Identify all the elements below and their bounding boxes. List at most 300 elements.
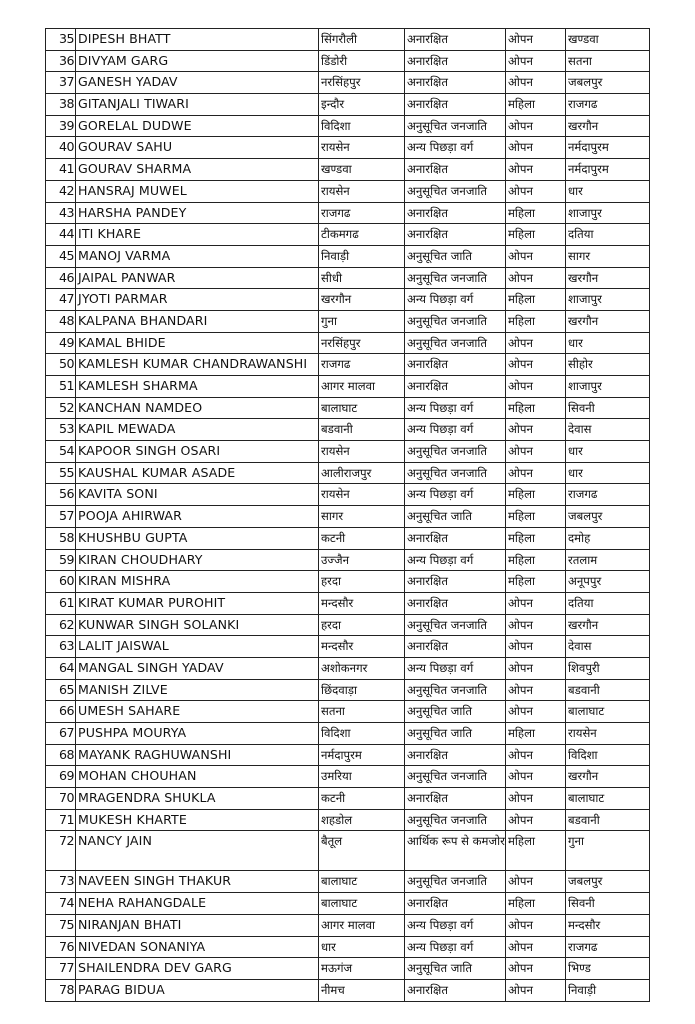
seat-type-cell: महिला (506, 397, 566, 419)
category-cell: अनारक्षित (405, 979, 506, 1001)
home-district-cell: उज्जैन (319, 549, 405, 571)
table-row (46, 50, 650, 72)
home-district-cell: टीकमगढ (319, 224, 405, 246)
allotted-district-cell: सीहोर (566, 354, 650, 376)
candidate-name-cell: KIRAN CHOUDHARY (76, 549, 319, 571)
seat-type-cell: ओपन (506, 979, 566, 1001)
table-row (46, 289, 650, 311)
seat-type-cell: ओपन (506, 419, 566, 441)
table-row (46, 29, 650, 51)
serial-number-cell: 42 (46, 180, 76, 202)
serial-number-cell: 59 (46, 549, 76, 571)
category-cell: अन्य पिछड़ा वर्ग (405, 419, 506, 441)
serial-number-cell: 69 (46, 766, 76, 788)
serial-number-cell: 41 (46, 159, 76, 181)
category-cell: अनुसूचित जनजाति (405, 441, 506, 463)
home-district-cell: डिंडोरी (319, 50, 405, 72)
home-district-cell: सागर (319, 506, 405, 528)
allotted-district-cell: खण्डवा (566, 29, 650, 51)
candidate-name-cell: KALPANA BHANDARI (76, 310, 319, 332)
candidate-name-cell: KAPOOR SINGH OSARI (76, 441, 319, 463)
allotted-district-cell: खरगौन (566, 115, 650, 137)
table-row (46, 914, 650, 936)
table-row (46, 979, 650, 1001)
table-row (46, 441, 650, 463)
category-cell: अनारक्षित (405, 94, 506, 116)
candidate-table (45, 28, 650, 1002)
serial-number-cell: 61 (46, 592, 76, 614)
table-row (46, 202, 650, 224)
category-cell: अनारक्षित (405, 224, 506, 246)
table-row (46, 701, 650, 723)
seat-type-cell: ओपन (506, 809, 566, 831)
serial-number-cell: 47 (46, 289, 76, 311)
candidate-name-cell: MANGAL SINGH YADAV (76, 657, 319, 679)
allotted-district-cell: शाजापुर (566, 289, 650, 311)
table-row (46, 936, 650, 958)
candidate-name-cell: KAMLESH KUMAR CHANDRAWANSHI (76, 354, 319, 376)
serial-number-cell: 65 (46, 679, 76, 701)
candidate-name-cell: GORELAL DUDWE (76, 115, 319, 137)
home-district-cell: मन्दसौर (319, 636, 405, 658)
category-cell: अनुसूचित जाति (405, 245, 506, 267)
candidate-name-cell: KUNWAR SINGH SOLANKI (76, 614, 319, 636)
seat-type-cell: महिला (506, 527, 566, 549)
home-district-cell: रायसेन (319, 137, 405, 159)
seat-type-cell: ओपन (506, 159, 566, 181)
candidate-name-cell: ITI KHARE (76, 224, 319, 246)
home-district-cell: अशोकनगर (319, 657, 405, 679)
category-cell: अनुसूचित जनजाति (405, 267, 506, 289)
candidate-name-cell: KAVITA SONI (76, 484, 319, 506)
home-district-cell: सतना (319, 701, 405, 723)
home-district-cell: बालाघाट (319, 871, 405, 893)
serial-number-cell: 51 (46, 376, 76, 398)
seat-type-cell: ओपन (506, 788, 566, 810)
candidate-name-cell: JYOTI PARMAR (76, 289, 319, 311)
candidate-name-cell: POOJA AHIRWAR (76, 506, 319, 528)
allotted-district-cell: धार (566, 462, 650, 484)
serial-number-cell: 70 (46, 788, 76, 810)
seat-type-cell: ओपन (506, 766, 566, 788)
seat-type-cell: ओपन (506, 462, 566, 484)
seat-type-cell: ओपन (506, 72, 566, 94)
table-row (46, 744, 650, 766)
table-row (46, 310, 650, 332)
table-row (46, 397, 650, 419)
serial-number-cell: 49 (46, 332, 76, 354)
category-cell: अनुसूचित जनजाति (405, 462, 506, 484)
home-district-cell: सीधी (319, 267, 405, 289)
category-cell: अन्य पिछड़ा वर्ग (405, 484, 506, 506)
category-cell: अनारक्षित (405, 744, 506, 766)
candidate-name-cell: LALIT JAISWAL (76, 636, 319, 658)
category-cell: अनारक्षित (405, 571, 506, 593)
home-district-cell: हरदा (319, 571, 405, 593)
seat-type-cell: ओपन (506, 592, 566, 614)
home-district-cell: छिंदवाड़ा (319, 679, 405, 701)
table-row (46, 180, 650, 202)
category-cell: अनुसूचित जाति (405, 958, 506, 980)
category-cell: अनुसूचित जनजाति (405, 679, 506, 701)
table-row (46, 809, 650, 831)
table-row (46, 657, 650, 679)
seat-type-cell: ओपन (506, 914, 566, 936)
allotted-district-cell: खरगौन (566, 766, 650, 788)
allotted-district-cell: देवास (566, 419, 650, 441)
allotted-district-cell: धार (566, 441, 650, 463)
home-district-cell: उमरिया (319, 766, 405, 788)
seat-type-cell: ओपन (506, 29, 566, 51)
home-district-cell: विदिशा (319, 115, 405, 137)
seat-type-cell: ओपन (506, 636, 566, 658)
category-cell: अन्य पिछड़ा वर्ग (405, 397, 506, 419)
category-cell: अन्य पिछड़ा वर्ग (405, 289, 506, 311)
allotted-district-cell: बालाघाट (566, 788, 650, 810)
category-cell: अन्य पिछड़ा वर्ग (405, 137, 506, 159)
home-district-cell: शहडोल (319, 809, 405, 831)
category-cell: अनारक्षित (405, 202, 506, 224)
home-district-cell: बालाघाट (319, 397, 405, 419)
serial-number-cell: 48 (46, 310, 76, 332)
category-cell: अन्य पिछड़ा वर्ग (405, 914, 506, 936)
table-row (46, 788, 650, 810)
home-district-cell: धार (319, 936, 405, 958)
allotted-district-cell: शाजापुर (566, 202, 650, 224)
serial-number-cell: 66 (46, 701, 76, 723)
serial-number-cell: 44 (46, 224, 76, 246)
table-row (46, 462, 650, 484)
serial-number-cell: 46 (46, 267, 76, 289)
allotted-district-cell: अनूपपुर (566, 571, 650, 593)
serial-number-cell: 36 (46, 50, 76, 72)
seat-type-cell: ओपन (506, 376, 566, 398)
seat-type-cell: ओपन (506, 441, 566, 463)
candidate-name-cell: HARSHA PANDEY (76, 202, 319, 224)
home-district-cell: आगर मालवा (319, 914, 405, 936)
serial-number-cell: 73 (46, 871, 76, 893)
serial-number-cell: 72 (46, 831, 76, 871)
seat-type-cell: ओपन (506, 137, 566, 159)
allotted-district-cell: सतना (566, 50, 650, 72)
serial-number-cell: 39 (46, 115, 76, 137)
category-cell: अनारक्षित (405, 893, 506, 915)
home-district-cell: रायसेन (319, 484, 405, 506)
category-cell: अनारक्षित (405, 592, 506, 614)
allotted-district-cell: धार (566, 332, 650, 354)
allotted-district-cell: मन्दसौर (566, 914, 650, 936)
category-cell: अनुसूचित जनजाति (405, 871, 506, 893)
seat-type-cell: ओपन (506, 354, 566, 376)
seat-type-cell: महिला (506, 723, 566, 745)
serial-number-cell: 64 (46, 657, 76, 679)
candidate-name-cell: GOURAV SAHU (76, 137, 319, 159)
home-district-cell: गुना (319, 310, 405, 332)
serial-number-cell: 45 (46, 245, 76, 267)
table-row (46, 115, 650, 137)
seat-type-cell: महिला (506, 289, 566, 311)
category-cell: अनारक्षित (405, 354, 506, 376)
candidate-name-cell: KAMAL BHIDE (76, 332, 319, 354)
category-cell: अन्य पिछड़ा वर्ग (405, 549, 506, 571)
allotted-district-cell: देवास (566, 636, 650, 658)
table-row (46, 94, 650, 116)
category-cell: अनारक्षित (405, 636, 506, 658)
category-cell: अन्य पिछड़ा वर्ग (405, 657, 506, 679)
candidate-name-cell: MRAGENDRA SHUKLA (76, 788, 319, 810)
table-row (46, 332, 650, 354)
table-row (46, 831, 650, 871)
home-district-cell: बालाघाट (319, 893, 405, 915)
table-row (46, 571, 650, 593)
candidate-name-cell: MAYANK RAGHUWANSHI (76, 744, 319, 766)
candidate-name-cell: PUSHPA MOURYA (76, 723, 319, 745)
serial-number-cell: 57 (46, 506, 76, 528)
allotted-district-cell: शिवपुरी (566, 657, 650, 679)
category-cell: अनुसूचित जनजाति (405, 332, 506, 354)
allotted-district-cell: दतिया (566, 592, 650, 614)
allotted-district-cell: नर्मदापुरम (566, 137, 650, 159)
table-row (46, 527, 650, 549)
candidate-name-cell: UMESH SAHARE (76, 701, 319, 723)
seat-type-cell: ओपन (506, 744, 566, 766)
home-district-cell: बैतूल (319, 831, 405, 871)
candidate-name-cell: KAMLESH SHARMA (76, 376, 319, 398)
category-cell: अनारक्षित (405, 376, 506, 398)
serial-number-cell: 68 (46, 744, 76, 766)
seat-type-cell: महिला (506, 506, 566, 528)
table-body (46, 29, 650, 1002)
category-cell: अनारक्षित (405, 788, 506, 810)
allotted-district-cell: राजगढ (566, 94, 650, 116)
allotted-district-cell: खरगौन (566, 614, 650, 636)
allotted-district-cell: राजगढ (566, 936, 650, 958)
table-row (46, 159, 650, 181)
allotted-district-cell: रतलाम (566, 549, 650, 571)
home-district-cell: मऊगंज (319, 958, 405, 980)
candidate-name-cell: MUKESH KHARTE (76, 809, 319, 831)
allotted-district-cell: सिवनी (566, 397, 650, 419)
serial-number-cell: 63 (46, 636, 76, 658)
home-district-cell: राजगढ (319, 202, 405, 224)
table-row (46, 419, 650, 441)
candidate-name-cell: GOURAV SHARMA (76, 159, 319, 181)
allotted-district-cell: जबलपुर (566, 72, 650, 94)
home-district-cell: आगर मालवा (319, 376, 405, 398)
table-row (46, 354, 650, 376)
home-district-cell: खरगौन (319, 289, 405, 311)
seat-type-cell: महिला (506, 831, 566, 871)
candidate-name-cell: PARAG BIDUA (76, 979, 319, 1001)
home-district-cell: नर्मदापुरम (319, 744, 405, 766)
table-row (46, 224, 650, 246)
seat-type-cell: ओपन (506, 332, 566, 354)
category-cell: अनुसूचित जनजाति (405, 766, 506, 788)
seat-type-cell: ओपन (506, 115, 566, 137)
candidate-name-cell: DIPESH BHATT (76, 29, 319, 51)
serial-number-cell: 74 (46, 893, 76, 915)
category-cell: अन्य पिछड़ा वर्ग (405, 936, 506, 958)
candidate-name-cell: KAPIL MEWADA (76, 419, 319, 441)
table-row (46, 636, 650, 658)
category-cell: अनारक्षित (405, 29, 506, 51)
seat-type-cell: ओपन (506, 936, 566, 958)
table-row (46, 376, 650, 398)
allotted-district-cell: जबलपुर (566, 871, 650, 893)
seat-type-cell: ओपन (506, 871, 566, 893)
candidate-name-cell: KHUSHBU GUPTA (76, 527, 319, 549)
allotted-district-cell: बडवानी (566, 679, 650, 701)
serial-number-cell: 76 (46, 936, 76, 958)
seat-type-cell: ओपन (506, 701, 566, 723)
allotted-district-cell: राजगढ (566, 484, 650, 506)
table-row (46, 549, 650, 571)
allotted-district-cell: नर्मदापुरम (566, 159, 650, 181)
serial-number-cell: 71 (46, 809, 76, 831)
table-row (46, 137, 650, 159)
allotted-district-cell: शाजापुर (566, 376, 650, 398)
serial-number-cell: 78 (46, 979, 76, 1001)
candidate-name-cell: KANCHAN NAMDEO (76, 397, 319, 419)
home-district-cell: राजगढ (319, 354, 405, 376)
seat-type-cell: महिला (506, 310, 566, 332)
serial-number-cell: 37 (46, 72, 76, 94)
category-cell: अनुसूचित जाति (405, 723, 506, 745)
table-row (46, 723, 650, 745)
candidate-name-cell: KIRAN MISHRA (76, 571, 319, 593)
category-cell: अनुसूचित जाति (405, 506, 506, 528)
home-district-cell: रायसेन (319, 180, 405, 202)
allotted-district-cell: खरगौन (566, 310, 650, 332)
serial-number-cell: 40 (46, 137, 76, 159)
allotted-district-cell: दमोह (566, 527, 650, 549)
seat-type-cell: ओपन (506, 614, 566, 636)
category-cell: अनुसूचित जनजाति (405, 180, 506, 202)
table-row (46, 614, 650, 636)
allotted-district-cell: गुना (566, 831, 650, 871)
table-row (46, 72, 650, 94)
table-row (46, 267, 650, 289)
home-district-cell: हरदा (319, 614, 405, 636)
category-cell: अनुसूचित जनजाति (405, 614, 506, 636)
candidate-name-cell: NEHA RAHANGDALE (76, 893, 319, 915)
seat-type-cell: महिला (506, 571, 566, 593)
category-cell: अनारक्षित (405, 50, 506, 72)
home-district-cell: इन्दौर (319, 94, 405, 116)
serial-number-cell: 54 (46, 441, 76, 463)
seat-type-cell: ओपन (506, 245, 566, 267)
table-row (46, 506, 650, 528)
serial-number-cell: 35 (46, 29, 76, 51)
category-cell: अनुसूचित जनजाति (405, 115, 506, 137)
category-cell: अनारक्षित (405, 159, 506, 181)
serial-number-cell: 38 (46, 94, 76, 116)
serial-number-cell: 50 (46, 354, 76, 376)
home-district-cell: कटनी (319, 788, 405, 810)
candidate-name-cell: GITANJALI TIWARI (76, 94, 319, 116)
home-district-cell: विदिशा (319, 723, 405, 745)
candidate-name-cell: NAVEEN SINGH THAKUR (76, 871, 319, 893)
home-district-cell: रायसेन (319, 441, 405, 463)
candidate-name-cell: MANISH ZILVE (76, 679, 319, 701)
seat-type-cell: ओपन (506, 958, 566, 980)
candidate-name-cell: NIVEDAN SONANIYA (76, 936, 319, 958)
table-row (46, 871, 650, 893)
allotted-district-cell: निवाड़ी (566, 979, 650, 1001)
allotted-district-cell: दतिया (566, 224, 650, 246)
seat-type-cell: महिला (506, 224, 566, 246)
table-row (46, 484, 650, 506)
candidate-name-cell: GANESH YADAV (76, 72, 319, 94)
allotted-district-cell: सिवनी (566, 893, 650, 915)
allotted-district-cell: खरगौन (566, 267, 650, 289)
candidate-name-cell: NANCY JAIN (76, 831, 319, 871)
candidate-name-cell: KIRAT KUMAR PUROHIT (76, 592, 319, 614)
home-district-cell: बडवानी (319, 419, 405, 441)
seat-type-cell: ओपन (506, 180, 566, 202)
candidate-name-cell: JAIPAL PANWAR (76, 267, 319, 289)
serial-number-cell: 75 (46, 914, 76, 936)
serial-number-cell: 67 (46, 723, 76, 745)
seat-type-cell: महिला (506, 893, 566, 915)
table-row (46, 958, 650, 980)
candidate-name-cell: HANSRAJ MUWEL (76, 180, 319, 202)
home-district-cell: नीमच (319, 979, 405, 1001)
table-row (46, 893, 650, 915)
seat-type-cell: ओपन (506, 679, 566, 701)
category-cell: अनारक्षित (405, 527, 506, 549)
allotted-district-cell: रायसेन (566, 723, 650, 745)
allotted-district-cell: विदिशा (566, 744, 650, 766)
home-district-cell: नरसिंहपुर (319, 72, 405, 94)
seat-type-cell: महिला (506, 202, 566, 224)
seat-type-cell: महिला (506, 484, 566, 506)
candidate-name-cell: DIVYAM GARG (76, 50, 319, 72)
home-district-cell: नरसिंहपुर (319, 332, 405, 354)
table-row (46, 766, 650, 788)
candidate-name-cell: SHAILENDRA DEV GARG (76, 958, 319, 980)
allotted-district-cell: जबलपुर (566, 506, 650, 528)
table-row (46, 592, 650, 614)
allotted-district-cell: सागर (566, 245, 650, 267)
category-cell: आर्थिक रूप से कमजोर (405, 831, 506, 871)
serial-number-cell: 58 (46, 527, 76, 549)
home-district-cell: मन्दसौर (319, 592, 405, 614)
home-district-cell: सिंगरौली (319, 29, 405, 51)
home-district-cell: निवाड़ी (319, 245, 405, 267)
candidate-name-cell: KAUSHAL KUMAR ASADE (76, 462, 319, 484)
seat-type-cell: महिला (506, 94, 566, 116)
table-row (46, 679, 650, 701)
home-district-cell: आलीराजपुर (319, 462, 405, 484)
serial-number-cell: 60 (46, 571, 76, 593)
candidate-name-cell: NIRANJAN BHATI (76, 914, 319, 936)
serial-number-cell: 52 (46, 397, 76, 419)
seat-type-cell: ओपन (506, 50, 566, 72)
serial-number-cell: 55 (46, 462, 76, 484)
table-row (46, 245, 650, 267)
category-cell: अनारक्षित (405, 72, 506, 94)
allotted-district-cell: भिण्ड (566, 958, 650, 980)
candidate-name-cell: MANOJ VARMA (76, 245, 319, 267)
serial-number-cell: 53 (46, 419, 76, 441)
allotted-district-cell: बडवानी (566, 809, 650, 831)
seat-type-cell: ओपन (506, 657, 566, 679)
category-cell: अनुसूचित जनजाति (405, 809, 506, 831)
serial-number-cell: 77 (46, 958, 76, 980)
serial-number-cell: 56 (46, 484, 76, 506)
seat-type-cell: ओपन (506, 267, 566, 289)
